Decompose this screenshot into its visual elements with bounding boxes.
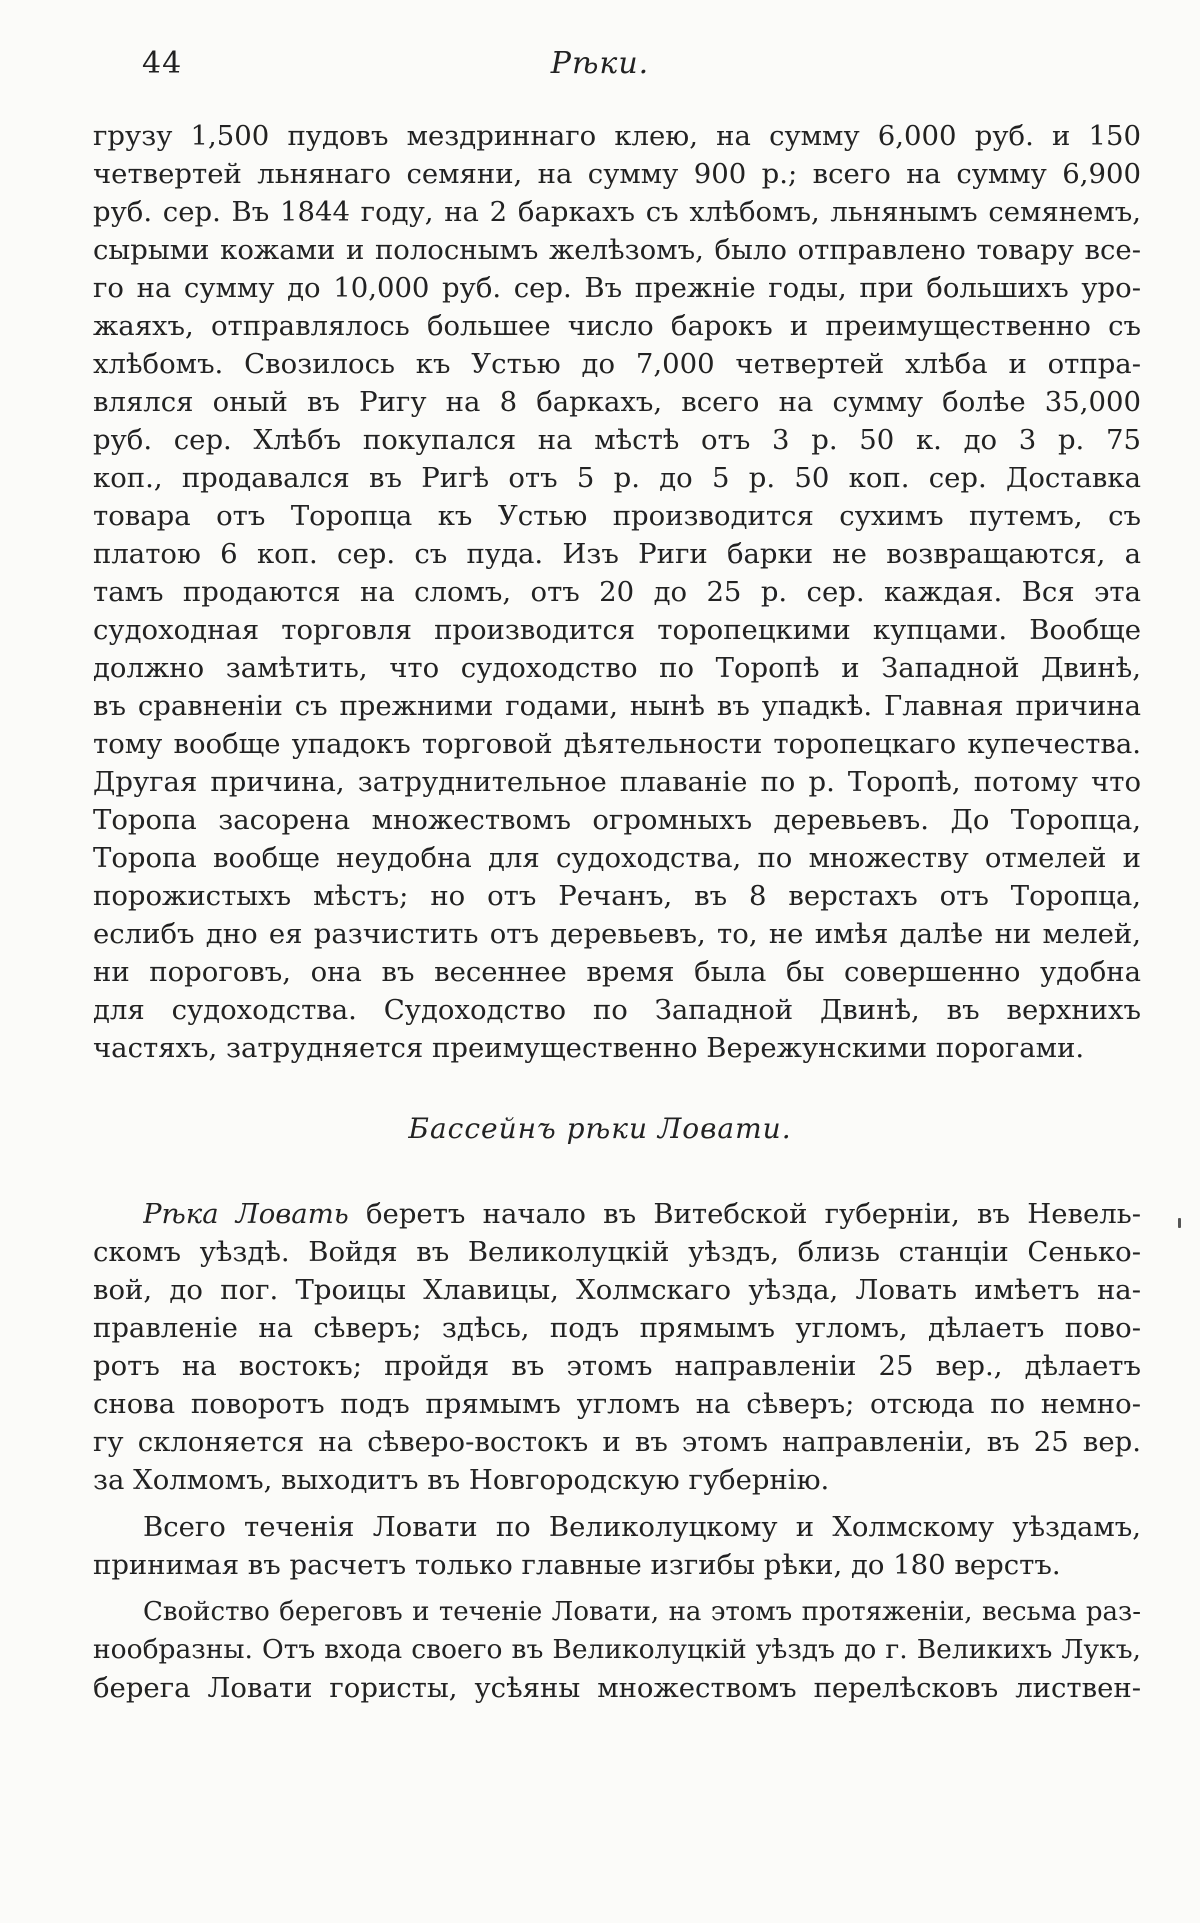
text-line: вой, до пог. Троицы Хлавицы, Холмскаго уѣзда, Ловать имѣетъ на- — [93, 1274, 1141, 1306]
text-line: тамъ продаются на сломъ, отъ 20 до 25 р. сер. каждая. Вся эта — [93, 576, 1141, 608]
text-line: руб. сер. Хлѣбъ покупался на мѣстѣ отъ 3 р. 50 к. до 3 р. 75 — [93, 424, 1141, 456]
text-line: платою 6 коп. сер. съ пуда. Изъ Риги барки не возвращаются, а — [93, 538, 1141, 570]
text-line: Свойство береговъ и теченіе Ловати, на этомъ протяженіи, весьма раз- — [143, 1597, 1141, 1627]
text-line: четвертей льнянаго семяни, на сумму 900 р.; всего на сумму 6,900 — [93, 158, 1141, 190]
text-line: грузу 1,500 пудовъ мездриннаго клею, на сумму 6,000 руб. и 150 — [93, 120, 1141, 152]
text-line: жаяхъ, отправлялось большее число барокъ и преимущественно съ — [93, 310, 1141, 342]
text-line: Всего теченія Ловати по Великолуцкому и Холмскому уѣздамъ, — [143, 1511, 1141, 1543]
text-line: въ сравненіи съ прежними годами, нынѣ въ упадкѣ. Главная причина — [93, 690, 1141, 722]
text-line: судоходная торговля производится торопецкими купцами. Вообще — [93, 614, 1141, 646]
text-line: Торопа вообще неудобна для судоходства, по множеству отмелей и — [93, 842, 1141, 874]
text-line: влялся оный въ Ригу на 8 баркахъ, всего на сумму болѣе 35,000 — [93, 386, 1141, 418]
page-number: 44 — [142, 46, 183, 81]
text-line: за Холмомъ, выходитъ въ Новгородскую губернію. — [93, 1464, 830, 1496]
text-line: коп., продавался въ Ригѣ отъ 5 р. до 5 р. 50 коп. сер. Доставка — [93, 462, 1141, 494]
text-line: берега Ловати гористы, усѣяны множествомъ перелѣсковъ листвен- — [93, 1672, 1141, 1704]
text-line: еслибъ дно ея разчистить отъ деревьевъ, то, не имѣя далѣе ни мелей, — [93, 918, 1141, 950]
text-line: порожистыхъ мѣстъ; но отъ Речанъ, въ 8 верстахъ отъ Торопца, — [93, 880, 1141, 912]
text-line: нообразны. Отъ входа своего въ Великолуцкій уѣздъ до г. Великихъ Лукъ, — [93, 1634, 1141, 1665]
running-title: Рѣки. — [550, 46, 650, 81]
text-line — [143, 1195, 1141, 1233]
ink-speck — [1178, 1218, 1181, 1228]
running-head — [0, 46, 1200, 86]
text-line: гу склоняется на сѣверо-востокъ и въ этомъ направленіи, въ 25 вер. — [93, 1426, 1141, 1458]
text-line: должно замѣтить, что судоходство по Торопѣ и Западной Двинѣ, — [93, 652, 1141, 684]
text-line: снова поворотъ подъ прямымъ угломъ на сѣверъ; отсюда по немно- — [93, 1388, 1141, 1420]
text-line: Торопа засорена множествомъ огромныхъ деревьевъ. До Торопца, — [93, 804, 1141, 836]
text-line: го на сумму до 10,000 руб. сер. Въ прежніе годы, при большихъ уро- — [93, 272, 1141, 304]
text-line: тому вообще упадокъ торговой дѣятельности торопецкаго купечества. — [93, 728, 1141, 760]
text-line: ни пороговъ, она въ весеннее время была бы совершенно удобна — [93, 956, 1141, 988]
text-line: для судоходства. Судоходство по Западной Двинѣ, въ верхнихъ — [93, 994, 1141, 1026]
section-heading: Бассейнъ рѣки Ловати. — [408, 1112, 792, 1145]
text-line: товара отъ Торопца къ Устью производится сухимъ путемъ, съ — [93, 500, 1141, 532]
line-rest: беретъ начало въ Витебской губерніи, въ Невель- — [348, 1198, 1141, 1230]
text-line: Другая причина, затруднительное плаваніе по р. Торопѣ, потому что — [93, 766, 1141, 798]
text-line: правленіе на сѣверъ; здѣсь, подъ прямымъ угломъ, дѣлаетъ пово- — [93, 1312, 1141, 1344]
river-name: Рѣка Ловать — [143, 1198, 349, 1230]
text-line: принимая въ расчетъ только главные изгибы рѣки, до 180 верстъ. — [93, 1549, 1061, 1581]
text-line: частяхъ, затрудняется преимущественно Вережунскими порогами. — [93, 1032, 1085, 1064]
text-line: хлѣбомъ. Свозилось къ Устью до 7,000 четвертей хлѣба и отпра- — [93, 348, 1141, 380]
text-line: руб. сер. Въ 1844 году, на 2 баркахъ съ хлѣбомъ, льнянымъ семянемъ, — [93, 196, 1141, 228]
text-line: скомъ уѣздѣ. Войдя въ Великолуцкій уѣздъ, близь станціи Сенько- — [93, 1236, 1141, 1268]
text-line: сырыми кожами и полоснымъ желѣзомъ, было отправлено товару все- — [93, 234, 1141, 266]
text-line: ротъ на востокъ; пройдя въ этомъ направленіи 25 вер., дѣлаетъ — [93, 1350, 1141, 1382]
